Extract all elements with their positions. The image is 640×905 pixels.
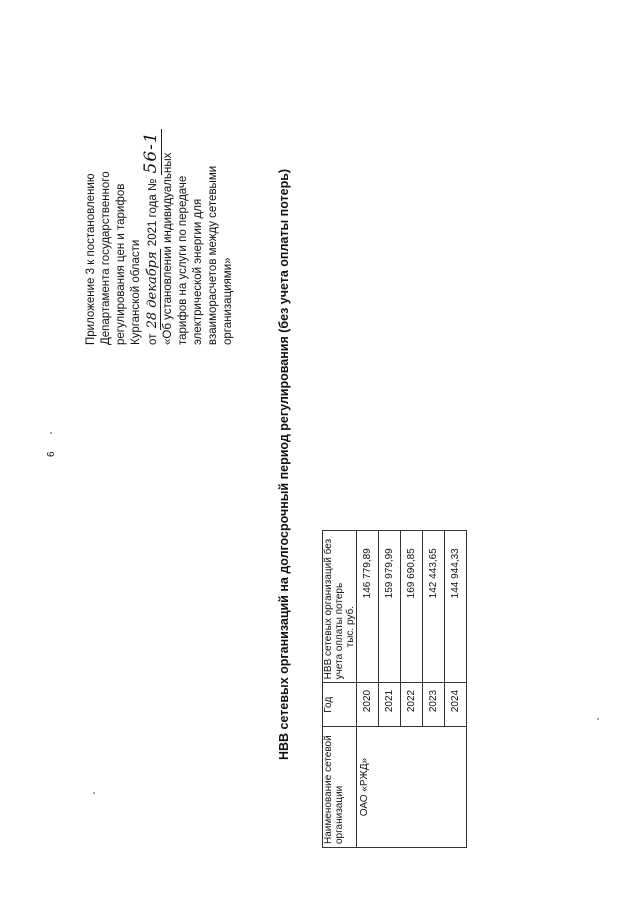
header-year: Год (323, 683, 357, 727)
appendix-subject-line: «Об установлении индивидуальных (162, 152, 174, 345)
header-nvv-label: НВВ сетевых организаций без учета оплаты потерь (323, 538, 345, 680)
header-unit: тыс. руб. (345, 605, 356, 648)
year-cell: 2024 (445, 683, 467, 727)
year-cell: 2022 (401, 683, 423, 727)
value-cell: 169 690,85 (401, 531, 423, 683)
appendix-line: регулирования цен и тарифов (115, 183, 127, 345)
appendix-subject-line: электрической энергии для (192, 198, 204, 345)
header-organization: Наименование сетевой организации (323, 727, 357, 848)
date-prefix: от (147, 333, 159, 345)
value-cell: 146 779,89 (357, 531, 379, 683)
table-row (357, 531, 379, 848)
organization-cell: ОАО «РЖД» (357, 727, 467, 848)
scan-speck (597, 718, 599, 720)
year-cell: 2020 (357, 683, 379, 727)
value-cell: 159 979,99 (379, 531, 401, 683)
appendix-subject-line: организациями» (222, 257, 234, 345)
nvv-table-wrapper (322, 530, 467, 848)
handwritten-date: 28 декабря (145, 251, 160, 329)
page-number: 6 (46, 451, 57, 457)
appendix-header (84, 105, 236, 345)
appendix-line: Курганской области (130, 239, 142, 345)
scan-speck (50, 432, 52, 434)
appendix-subject-line: взаиморасчетов между сетевыми (207, 165, 219, 345)
year-text: 2021 года № (147, 178, 159, 247)
appendix-subject-line: тарифов на услуги по передаче (177, 175, 189, 345)
appendix-line: Приложение 3 к постановлению (85, 173, 97, 345)
document-title: НВВ сетевых организаций на долгосрочный период регулирования (без учета оплаты потерь) (277, 168, 291, 760)
value-cell: 142 443,65 (423, 531, 445, 683)
appendix-line: Департамента государственного (100, 171, 112, 345)
year-cell: 2021 (379, 683, 401, 727)
nvv-table (322, 530, 467, 848)
handwritten-number: 56-1 (141, 131, 161, 174)
appendix-date-line (141, 105, 161, 345)
table-header-row (323, 531, 357, 848)
value-cell: 144 944,33 (445, 531, 467, 683)
year-cell: 2023 (423, 683, 445, 727)
header-nvv (323, 531, 357, 683)
scan-speck (93, 792, 95, 794)
